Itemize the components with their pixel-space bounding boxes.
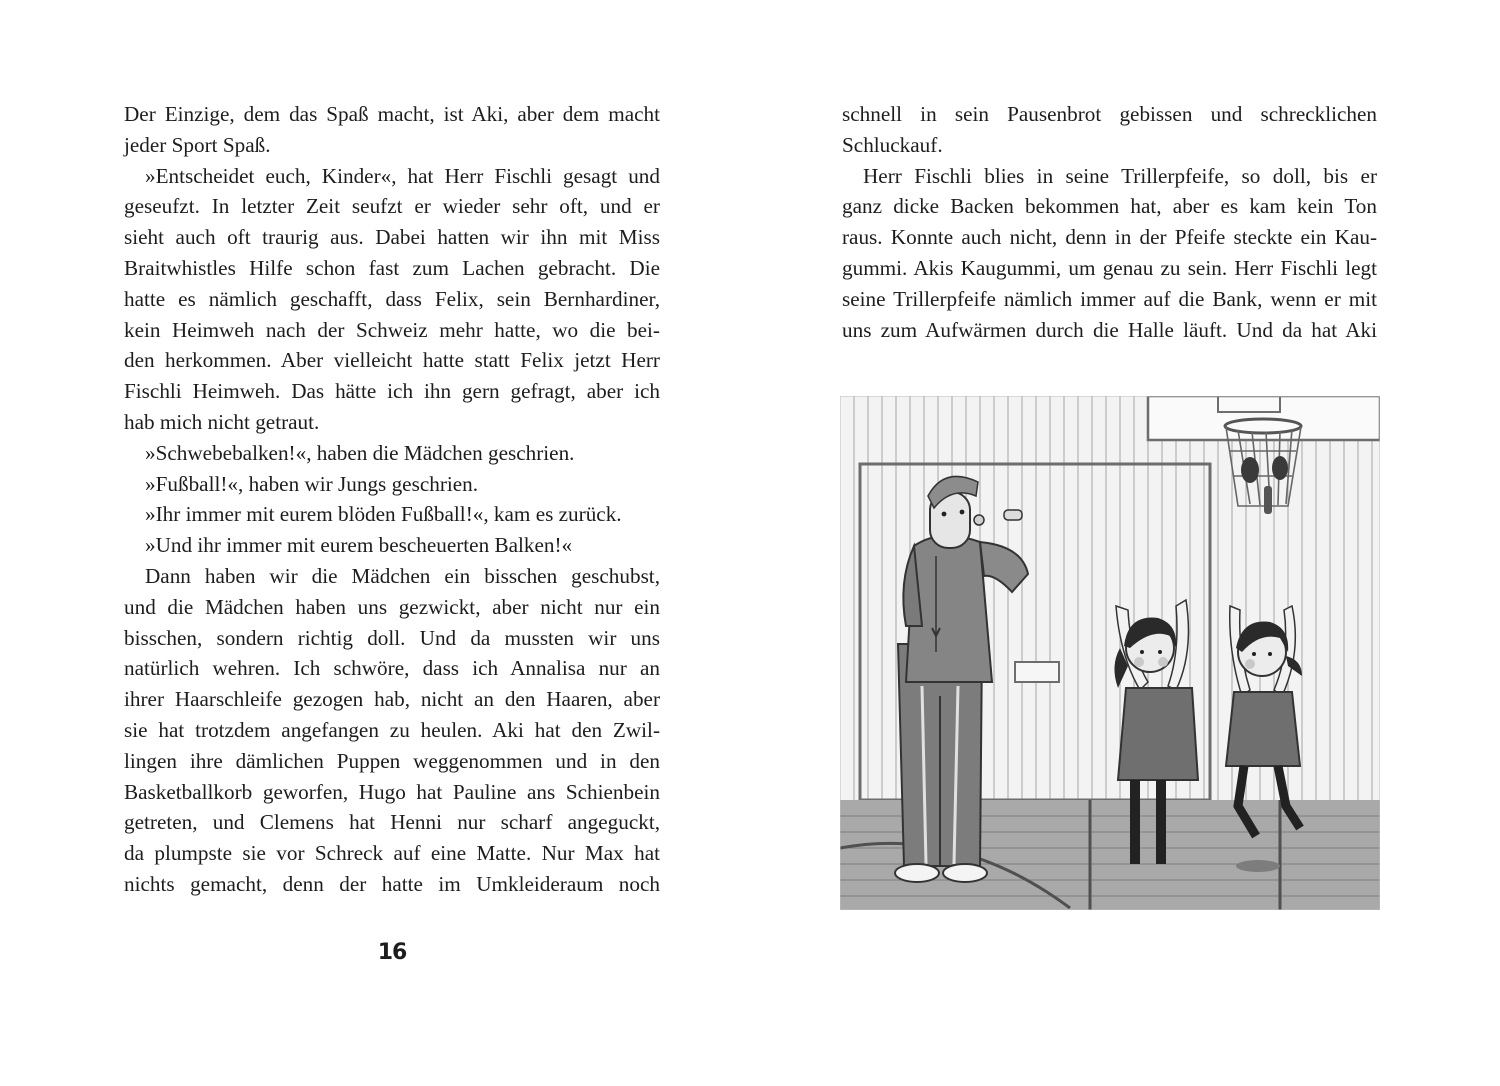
text-line: schnell in sein Pausenbrot gebissen und schrecklichen: [842, 102, 1377, 126]
text-line: gummi. Akis Kaugummi, um genau zu sein. Herr Fischli legt: [842, 255, 1377, 280]
text-line: geseufzt. In letzter Zeit seufzt er wieder sehr oft, und er: [124, 194, 660, 219]
text-line: und die Mädchen haben uns gezwickt, aber nicht nur ein: [124, 594, 660, 619]
text-line: Der Einzige, dem das Spaß macht, ist Aki, aber dem macht: [124, 102, 660, 126]
text-line: ganz dicke Backen bekommen hat, aber es kam kein Ton: [842, 194, 1377, 219]
text-line: »Ihr immer mit eurem blöden Fußball!«, kam es zurück.: [145, 502, 622, 527]
gym-scene-image: [840, 396, 1380, 910]
text-line: jeder Sport Spaß.: [124, 132, 271, 157]
text-line: Dann haben wir die Mädchen ein bisschen geschubst,: [145, 563, 660, 588]
text-line: »Entscheidet euch, Kinder«, hat Herr Fischli gesagt und: [145, 163, 660, 188]
text-line: da plumpste sie vor Schreck auf eine Matte. Nur Max hat: [124, 841, 660, 866]
text-line: Schluckauf.: [842, 132, 943, 157]
text-line: raus. Konnte auch nicht, denn in der Pfeife steckte ein Kau-: [842, 225, 1377, 250]
text-line: seine Trillerpfeife nämlich immer auf die Bank, wenn er mit: [842, 286, 1377, 311]
text-line: uns zum Aufwärmen durch die Halle läuft. Und da hat Aki: [842, 317, 1377, 342]
text-line: ihrer Haarschleife gezogen hab, nicht an den Haaren, aber: [124, 687, 660, 712]
text-line: getreten, und Clemens hat Henni nur scharf angeguckt,: [124, 810, 660, 835]
text-line: hatte es nämlich geschafft, dass Felix, sein Bernhardiner,: [124, 286, 660, 311]
text-line: bisschen, sondern richtig doll. Und da mussten wir uns: [124, 625, 660, 650]
text-line: Herr Fischli blies in seine Trillerpfeife, so doll, bis er: [863, 163, 1377, 188]
wall-handle: [1015, 662, 1059, 682]
text-line: lingen ihre dämlichen Puppen weggenommen und in den: [124, 748, 660, 773]
text-line: Braitwhistles Hilfe schon fast zum Lachen gebracht. Die: [124, 255, 660, 280]
text-line: Fischli Heimweh. Das hätte ich ihn gern gefragt, aber ich: [124, 379, 660, 404]
text-line: »Fußball!«, haben wir Jungs geschrien.: [145, 471, 479, 496]
text-line: Basketballkorb geworfen, Hugo hat Pauline ans Schienbein: [124, 779, 660, 804]
text-line: sieht auch oft traurig aus. Dabei hatten wir ihn mit Miss: [124, 225, 660, 250]
text-line: »Und ihr immer mit eurem bescheuerten Balken!«: [145, 533, 573, 558]
text-line: hab mich nicht getraut.: [124, 409, 320, 434]
text-line: den herkommen. Aber vielleicht hatte statt Felix jetzt Herr: [124, 348, 660, 373]
right-page: [750, 0, 1500, 1086]
left-page-text: [124, 99, 660, 900]
text-line: »Schwebebalken!«, haben die Mädchen geschrien.: [145, 440, 575, 465]
page-number: 16: [377, 940, 407, 965]
text-line: natürlich wehren. Ich schwöre, dass ich Annalisa nur an: [124, 656, 660, 681]
text-line: kein Heimweh nach der Schweiz mehr hatte, wo die bei-: [124, 317, 660, 342]
text-line: sie hat trotzdem angefangen zu heulen. Aki hat den Zwil-: [124, 717, 660, 742]
right-page-text: [842, 99, 1377, 345]
text-line: nichts gemacht, denn der hatte im Umkleideraum noch: [124, 871, 660, 896]
gym-illustration: [840, 396, 1380, 910]
